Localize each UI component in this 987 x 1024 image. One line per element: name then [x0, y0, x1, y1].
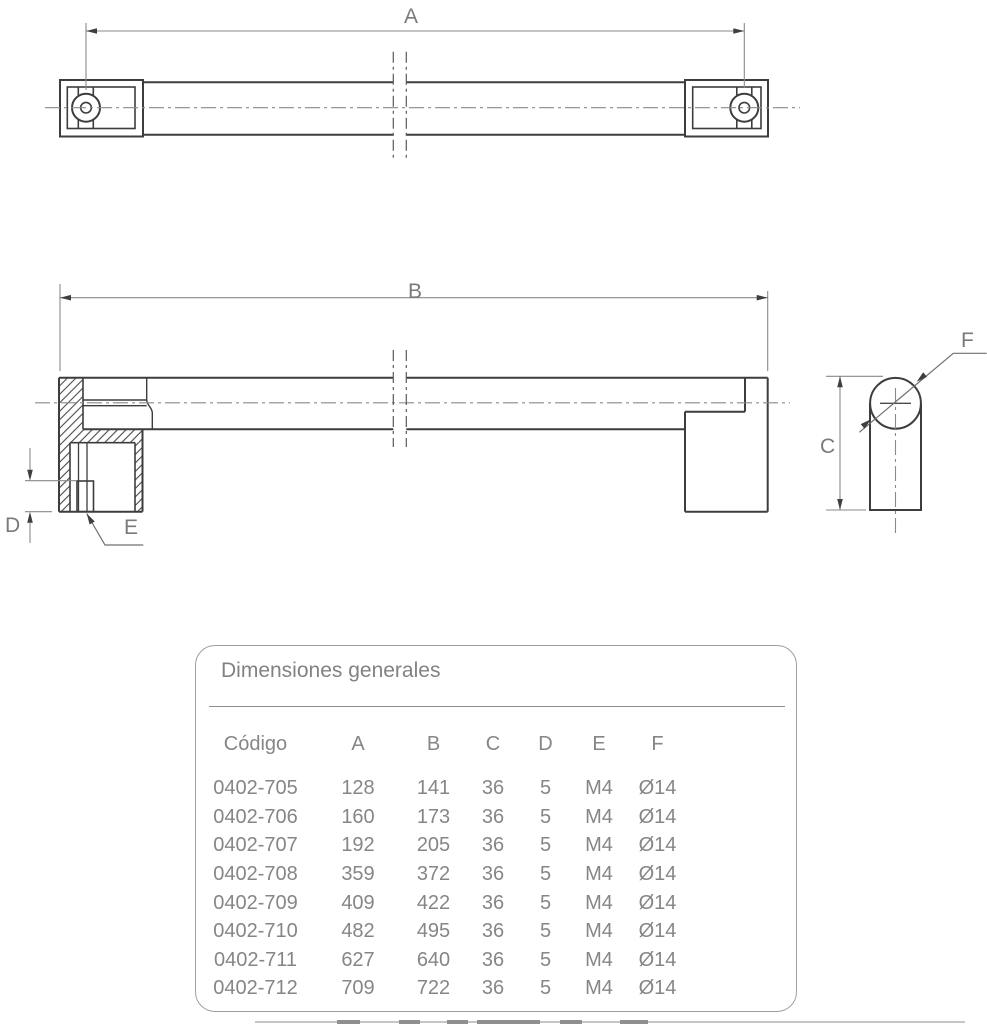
table-divider [209, 706, 785, 707]
table-cell: 409 [341, 891, 375, 914]
table-cell: 5 [539, 777, 552, 799]
dim-label-e: E [124, 516, 139, 539]
dim-label-f: F [961, 329, 974, 352]
column-header-e: E [592, 733, 606, 755]
dim-label-a: A [404, 5, 419, 28]
dim-label-b: B [408, 280, 423, 303]
table-cell: 0402-705 [213, 777, 298, 799]
column-header-c: C [485, 733, 501, 755]
table-cell: Ø14 [638, 834, 677, 857]
table-cell: 627 [341, 948, 375, 971]
table-cell: 0402-711 [213, 948, 298, 971]
table-cell: M4 [585, 862, 613, 885]
table-cell: 640 [416, 948, 451, 971]
cutoff-content-fragment [620, 1020, 648, 1024]
column-header-a: A [351, 733, 365, 755]
section-hatch [59, 443, 70, 512]
table-cell: M4 [585, 805, 613, 828]
section-hatch [83, 429, 143, 442]
table-cell: 160 [341, 805, 375, 828]
table-cell: 5 [539, 805, 552, 828]
table-cell: 36 [481, 777, 505, 799]
table-cell: 722 [416, 977, 451, 1000]
table-cell: Ø14 [638, 777, 677, 799]
table-cell: Ø14 [638, 948, 677, 971]
table-cell: 128 [341, 777, 375, 799]
table-cell: M4 [585, 891, 613, 914]
table-cell: 482 [341, 920, 375, 943]
cutoff-content-fragment [447, 1020, 468, 1024]
dimension-a [86, 23, 744, 90]
table-cell: M4 [585, 948, 613, 971]
table-title: Dimensiones generales [221, 659, 441, 682]
section-hatch [135, 443, 143, 512]
dim-label-d: D [5, 514, 21, 537]
section-hatch [59, 378, 83, 443]
table-cell: 5 [539, 834, 552, 857]
side-view [859, 353, 986, 534]
cutoff-content-fragment [560, 1020, 582, 1024]
table-cell: Ø14 [638, 805, 677, 828]
table-cell: 36 [481, 834, 505, 857]
table-cell: 36 [481, 948, 505, 971]
table-cell: 5 [539, 920, 552, 943]
table-cell: 359 [341, 862, 375, 885]
column-header-d: D [538, 733, 553, 755]
table-cell: 0402-710 [213, 920, 298, 943]
thread-insert [77, 481, 94, 512]
table-cell: M4 [585, 920, 613, 943]
table-cell: 5 [539, 891, 552, 914]
table-cell: 0402-707 [213, 834, 298, 857]
cutoff-content-fragment [399, 1020, 420, 1024]
cutoff-content-fragment [337, 1020, 360, 1024]
table-cell: 5 [539, 977, 552, 1000]
table-cell: 5 [539, 862, 552, 885]
table-cell: Ø14 [638, 891, 677, 914]
table-cell: 5 [539, 948, 552, 971]
table-cell: 372 [416, 862, 451, 885]
table-cell: 192 [341, 834, 375, 857]
column-header-codigo: Código [223, 733, 288, 755]
table-cell: M4 [585, 834, 613, 857]
table-cell: 36 [481, 891, 505, 914]
table-cell: M4 [585, 777, 613, 799]
table-grid [196, 732, 688, 1003]
cutoff-content-fragment [255, 1021, 965, 1023]
table-cell: 0402-708 [213, 862, 298, 885]
table-cell: 422 [416, 891, 451, 914]
table-cell: 709 [341, 977, 375, 1000]
cutoff-content-fragment [477, 1020, 540, 1024]
table-cell: M4 [585, 977, 613, 1000]
dimensions-table [195, 645, 797, 1012]
table-cell: 36 [481, 920, 505, 943]
table-cell: 0402-709 [213, 891, 298, 914]
table-cell: Ø14 [638, 862, 677, 885]
table-cell: Ø14 [638, 920, 677, 943]
table-cell: 36 [481, 805, 505, 828]
column-header-b: B [426, 733, 441, 755]
table-cell: 0402-706 [213, 805, 298, 828]
table-cell: Ø14 [638, 977, 677, 1000]
table-cell: 205 [416, 834, 451, 857]
table-cell: 36 [481, 862, 505, 885]
table-cell: 495 [416, 920, 451, 943]
top-view [45, 52, 800, 159]
table-cell: 141 [416, 777, 451, 799]
table-cell: 0402-712 [213, 977, 298, 1000]
table-cell: 36 [481, 977, 505, 1000]
front-section-view [35, 350, 790, 512]
table-cell: 173 [416, 805, 451, 828]
column-header-f: F [651, 733, 664, 755]
dim-label-c: C [820, 435, 836, 458]
